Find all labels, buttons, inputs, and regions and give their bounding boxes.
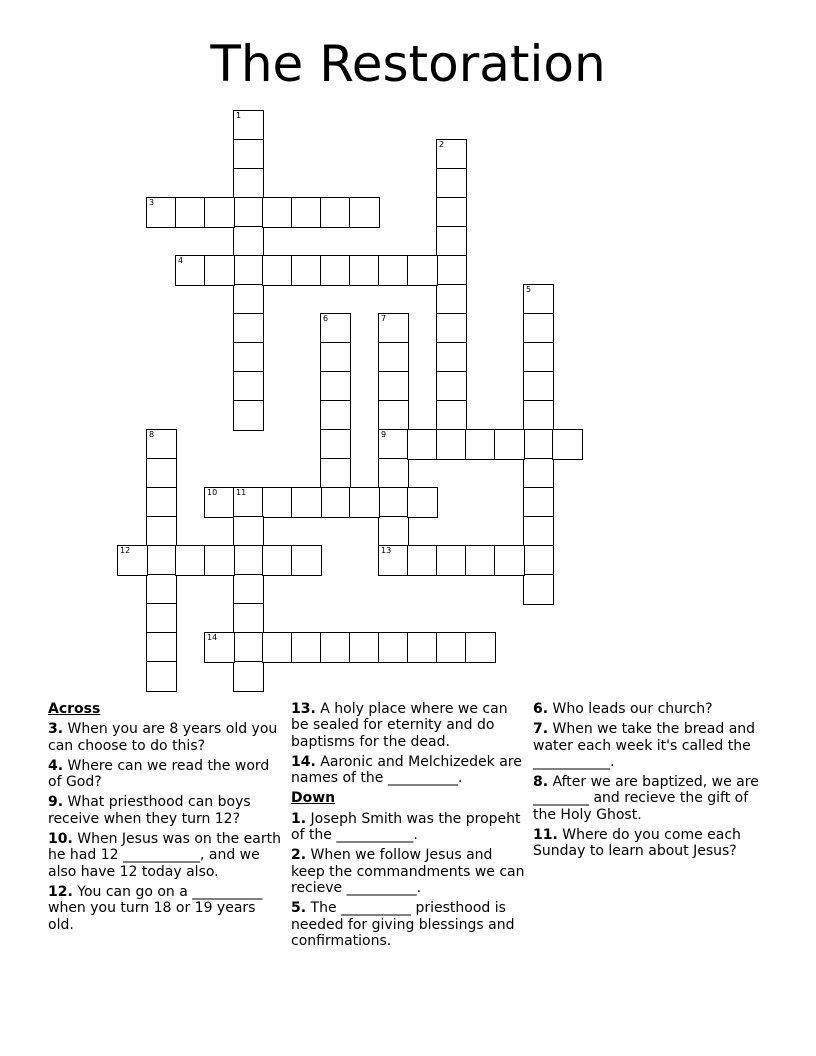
grid-cell[interactable]: [233, 139, 264, 170]
grid-cell[interactable]: [146, 545, 177, 576]
clue-item: [533, 827, 769, 860]
grid-cell[interactable]: [436, 632, 467, 663]
clue-number: 9: [381, 430, 387, 439]
grid-cell[interactable]: [146, 487, 177, 518]
grid-cell[interactable]: [523, 516, 554, 547]
clue-item-number: 11.: [533, 827, 558, 844]
grid-cell[interactable]: [233, 516, 264, 547]
clue-item-number: 4.: [48, 757, 64, 774]
grid-cell[interactable]: [146, 429, 177, 460]
grid-cell[interactable]: [204, 255, 235, 286]
grid-cell[interactable]: [320, 632, 351, 663]
grid-cell[interactable]: [233, 342, 264, 373]
clue-number: 14: [207, 633, 218, 642]
clue-number: 1: [236, 111, 242, 120]
grid-cell[interactable]: [320, 429, 351, 460]
grid-cell[interactable]: [320, 371, 351, 402]
grid-cell[interactable]: [436, 342, 467, 373]
clue-item-text: When Jesus was on the earth he had 12 ___________, and we also have 12 today also.: [48, 831, 286, 880]
clue-number: 11: [236, 488, 247, 497]
grid-cell[interactable]: [204, 632, 235, 663]
grid-cell[interactable]: [175, 197, 206, 228]
grid-cell[interactable]: [233, 197, 264, 228]
grid-cell[interactable]: [175, 255, 206, 286]
grid-cell[interactable]: [494, 545, 525, 576]
clue-number: 2: [439, 140, 445, 149]
grid-cell[interactable]: [407, 545, 438, 576]
clue-item-text: The __________ priesthood is needed for giving blessings and confirmations.: [291, 900, 519, 949]
grid-cell[interactable]: [465, 429, 496, 460]
grid-cell[interactable]: [204, 545, 235, 576]
clue-number: 12: [120, 546, 131, 555]
across-clue-list-continued: [291, 701, 527, 786]
grid-cell[interactable]: [320, 342, 351, 373]
grid-cell[interactable]: [146, 632, 177, 663]
clue-item-text: Where can we read the word of God?: [48, 757, 274, 791]
clue-item: [291, 847, 527, 896]
grid-cell[interactable]: [436, 545, 467, 576]
clue-item: [48, 758, 284, 791]
grid-cell[interactable]: [465, 545, 496, 576]
grid-cell[interactable]: [378, 516, 409, 547]
grid-cell[interactable]: [407, 632, 438, 663]
grid-cell[interactable]: [465, 632, 496, 663]
clue-number: 10: [207, 488, 218, 497]
grid-cell[interactable]: [349, 487, 380, 518]
grid-cell[interactable]: [378, 632, 409, 663]
grid-cell[interactable]: [262, 487, 293, 518]
page-title: The Restoration: [210, 35, 606, 93]
clue-item: [48, 721, 284, 754]
clue-item: [291, 754, 527, 787]
grid-cell[interactable]: [262, 255, 293, 286]
grid-cell[interactable]: [320, 458, 351, 489]
clue-item-number: 3.: [48, 721, 64, 738]
across-clue-list: [48, 721, 284, 933]
grid-cell[interactable]: [320, 313, 351, 344]
grid-cell[interactable]: [523, 284, 554, 315]
clue-item-number: 2.: [291, 847, 307, 864]
clue-item-text: After we are baptized, we are ________ and recieve the gift of the Holy Ghost.: [533, 774, 764, 823]
clue-item: [291, 701, 527, 750]
clue-item-number: 12.: [48, 883, 73, 900]
grid-cell[interactable]: [233, 255, 264, 286]
grid-cell[interactable]: [523, 487, 554, 518]
clue-number: 7: [381, 314, 387, 323]
grid-cell[interactable]: [378, 371, 409, 402]
grid-cell[interactable]: [233, 226, 264, 257]
grid-cell[interactable]: [262, 632, 293, 663]
grid-cell[interactable]: [523, 429, 554, 460]
clue-item-text: When we follow Jesus and keep the commandments we can recieve __________.: [291, 847, 529, 896]
grid-cell[interactable]: [233, 661, 264, 692]
grid-cell[interactable]: [146, 516, 177, 547]
clue-item-text: A holy place where we can be sealed for eternity and do baptisms for the dead.: [291, 701, 513, 750]
clue-item-text: Who leads our church?: [548, 701, 713, 717]
clue-item: [48, 831, 284, 880]
clue-item-text: Joseph Smith was the propeht of the ___________.: [291, 810, 525, 844]
grid-cell[interactable]: [204, 487, 235, 518]
grid-cell[interactable]: [436, 226, 467, 257]
grid-cell[interactable]: [523, 400, 554, 431]
clue-number: 13: [381, 546, 392, 555]
grid-cell[interactable]: [262, 545, 293, 576]
grid-cell[interactable]: [233, 603, 264, 634]
grid-cell[interactable]: [291, 545, 322, 576]
grid-cell[interactable]: [349, 632, 380, 663]
grid-cell[interactable]: [378, 400, 409, 431]
grid-cell[interactable]: [233, 487, 264, 518]
clues-column-3: [533, 701, 769, 864]
clue-item-number: 10.: [48, 831, 73, 848]
clue-item-text: When we take the bread and water each week it's called the ___________.: [533, 721, 760, 770]
grid-cell[interactable]: [146, 661, 177, 692]
grid-cell[interactable]: [378, 458, 409, 489]
grid-cell[interactable]: [523, 313, 554, 344]
grid-cell[interactable]: [523, 574, 554, 605]
grid-cell[interactable]: [523, 545, 554, 576]
clue-item-number: 5.: [291, 900, 307, 917]
grid-cell[interactable]: [233, 545, 264, 576]
clues-column-2: [291, 701, 527, 953]
down-heading: Down: [291, 790, 336, 807]
grid-cell[interactable]: [523, 342, 554, 373]
grid-cell[interactable]: [233, 371, 264, 402]
grid-cell[interactable]: [378, 342, 409, 373]
grid-cell[interactable]: [291, 632, 322, 663]
clue-item-text: Where do you come each Sunday to learn about Jesus?: [533, 827, 746, 860]
grid-cell[interactable]: [407, 429, 438, 460]
clue-item-number: 6.: [533, 701, 549, 717]
grid-cell[interactable]: [320, 255, 351, 286]
grid-cell[interactable]: [233, 110, 264, 141]
across-heading: Across: [48, 701, 101, 717]
grid-cell[interactable]: [233, 632, 264, 663]
clue-item: [533, 721, 769, 770]
clue-item-text: Aaronic and Melchizedek are names of the __________.: [291, 753, 527, 787]
grid-cell[interactable]: [291, 197, 322, 228]
grid-cell[interactable]: [349, 197, 380, 228]
clue-item-text: When you are 8 years old you can choose to do this?: [48, 721, 282, 754]
clue-item-number: 8.: [533, 774, 549, 791]
grid-cell[interactable]: [407, 487, 438, 518]
clues-column-1: [48, 701, 284, 937]
grid-cell[interactable]: [233, 574, 264, 605]
grid-cell[interactable]: [436, 371, 467, 402]
grid-cell[interactable]: [117, 545, 148, 576]
grid-cell[interactable]: [378, 429, 409, 460]
clue-item: [533, 774, 769, 823]
grid-cell[interactable]: [146, 574, 177, 605]
clue-number: 4: [178, 256, 184, 265]
grid-cell[interactable]: [320, 197, 351, 228]
clue-item-text: You can go on a __________ when you turn 18 or 19 years old.: [48, 883, 267, 933]
grid-cell[interactable]: [233, 168, 264, 199]
grid-cell[interactable]: [494, 429, 525, 460]
clue-item: [291, 811, 527, 844]
clue-number: 6: [323, 314, 329, 323]
grid-cell[interactable]: [204, 197, 235, 228]
grid-cell[interactable]: [552, 429, 583, 460]
grid-cell[interactable]: [378, 313, 409, 344]
grid-cell[interactable]: [175, 545, 206, 576]
grid-cell[interactable]: [291, 255, 322, 286]
grid-cell[interactable]: [146, 458, 177, 489]
grid-cell[interactable]: [436, 313, 467, 344]
grid-cell[interactable]: [378, 255, 409, 286]
grid-cell[interactable]: [378, 545, 409, 576]
grid-cell[interactable]: [233, 400, 264, 431]
grid-cell[interactable]: [407, 255, 438, 286]
grid-cell[interactable]: [436, 168, 467, 199]
grid-cell[interactable]: [523, 371, 554, 402]
clue-item: [533, 701, 769, 717]
clue-number: 8: [149, 430, 155, 439]
grid-cell[interactable]: [291, 487, 322, 518]
clue-item: [48, 794, 284, 827]
clue-item-number: 9.: [48, 794, 64, 811]
grid-cell[interactable]: [262, 197, 293, 228]
grid-cell[interactable]: [436, 197, 467, 228]
clue-item-number: 7.: [533, 721, 549, 738]
grid-cell[interactable]: [378, 487, 409, 518]
clue-item-number: 1.: [291, 810, 307, 827]
down-clue-list-continued: [533, 701, 769, 860]
grid-cell[interactable]: [349, 255, 380, 286]
grid-cell[interactable]: [320, 487, 351, 518]
clue-item: [48, 884, 284, 933]
clue-item-number: 14.: [291, 753, 316, 770]
clue-item-text: What priesthood can boys receive when they turn 12?: [48, 794, 256, 827]
clue-item-number: 13.: [291, 701, 316, 717]
down-clue-list: [291, 811, 527, 949]
grid-cell[interactable]: [436, 400, 467, 431]
grid-cell[interactable]: [146, 603, 177, 634]
grid-cell[interactable]: [436, 139, 467, 170]
grid-cell[interactable]: [436, 255, 467, 286]
grid-cell[interactable]: [233, 313, 264, 344]
grid-cell[interactable]: [436, 284, 467, 315]
clue-number: 5: [526, 285, 532, 294]
clue-number: 3: [149, 198, 155, 207]
grid-cell[interactable]: [146, 197, 177, 228]
grid-cell[interactable]: [523, 458, 554, 489]
grid-cell[interactable]: [320, 400, 351, 431]
clue-item: [291, 900, 527, 949]
grid-cell[interactable]: [436, 429, 467, 460]
grid-cell[interactable]: [233, 284, 264, 315]
